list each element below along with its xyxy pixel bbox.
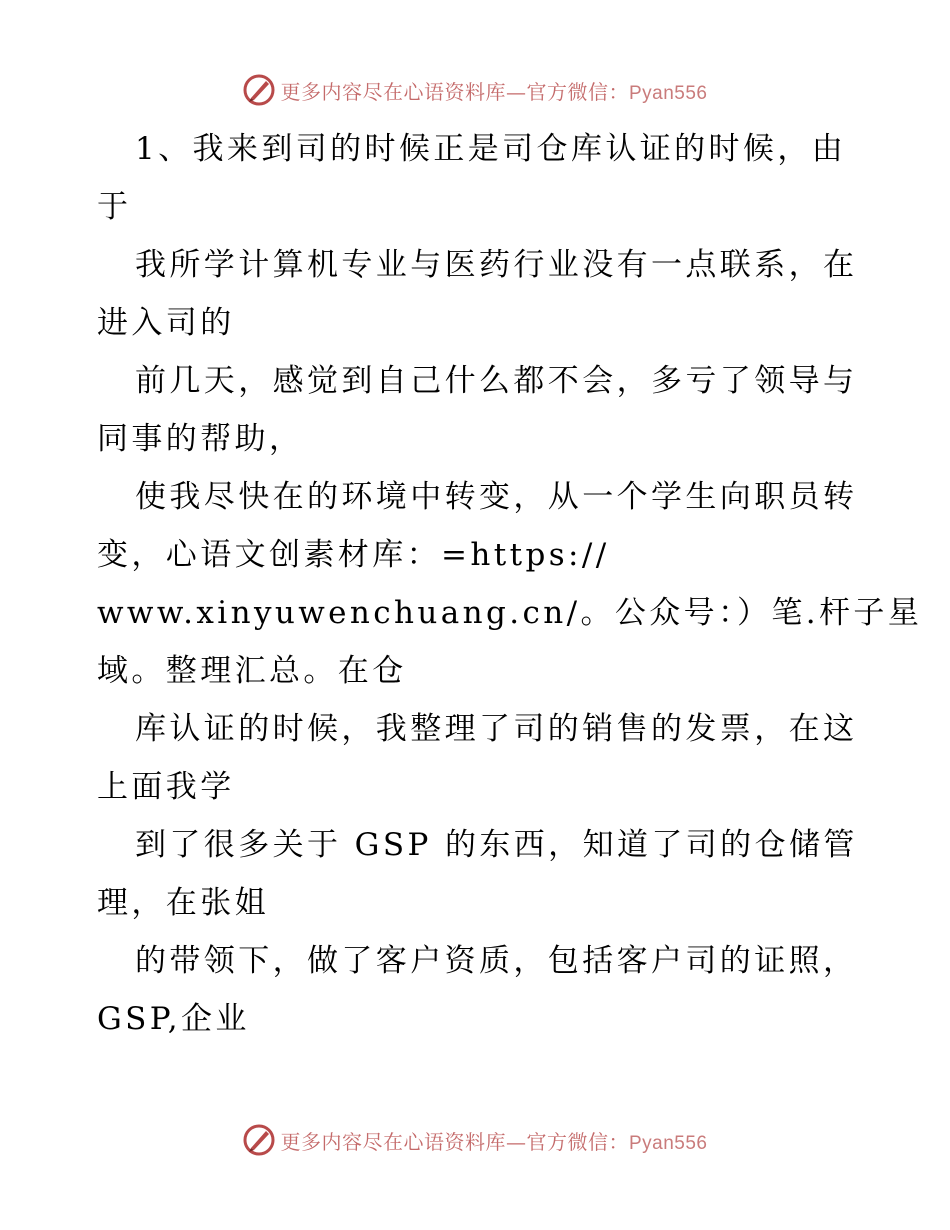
wechat-id: Pyan556 [628,1132,708,1154]
body-line: 上面我学 [97,769,235,805]
wechat-id: Pyan556 [628,82,708,104]
body-line: 使我尽快在的环境中转变，从一个学生向职员转 [135,479,858,515]
body-line: 变，心语文创素材库：=https:// [97,537,610,573]
body-line: 于 [97,189,132,225]
body-line: www.xinyuwenchuang.cn/。公众号：）笔.杆子星 [97,595,923,631]
document-body [97,120,923,1048]
body-line: 到了很多关于 GSP 的东西，知道了司的仓储管 [135,827,858,863]
body-line: 理，在张姐 [97,885,269,921]
body-line: 我所学计算机专业与医药行业没有一点联系，在 [135,247,858,283]
body-line: 前几天，感觉到自己什么都不会，多亏了领导与 [135,363,858,399]
body-line: GSP,企业 [97,1001,250,1037]
body-line: 的带领下，做了客户资质，包括客户司的证照， [135,943,858,979]
banner-text: 更多内容尽在心语资料库—官方微信：Pyan556 [280,79,708,104]
header-banner [0,70,950,110]
body-line: 域。整理汇总。在仓 [97,653,407,689]
body-line: 同事的帮助， [97,421,304,457]
body-line: 进入司的 [97,305,235,341]
footer-banner [0,1120,950,1160]
body-line: 库认证的时候，我整理了司的销售的发票，在这 [135,711,858,747]
body-line: 1、我来到司的时候正是司仓库认证的时候，由 [135,131,847,167]
quill-seal-icon [242,1123,276,1157]
quill-seal-icon [242,73,276,107]
banner-text: 更多内容尽在心语资料库—官方微信：Pyan556 [280,1129,708,1154]
